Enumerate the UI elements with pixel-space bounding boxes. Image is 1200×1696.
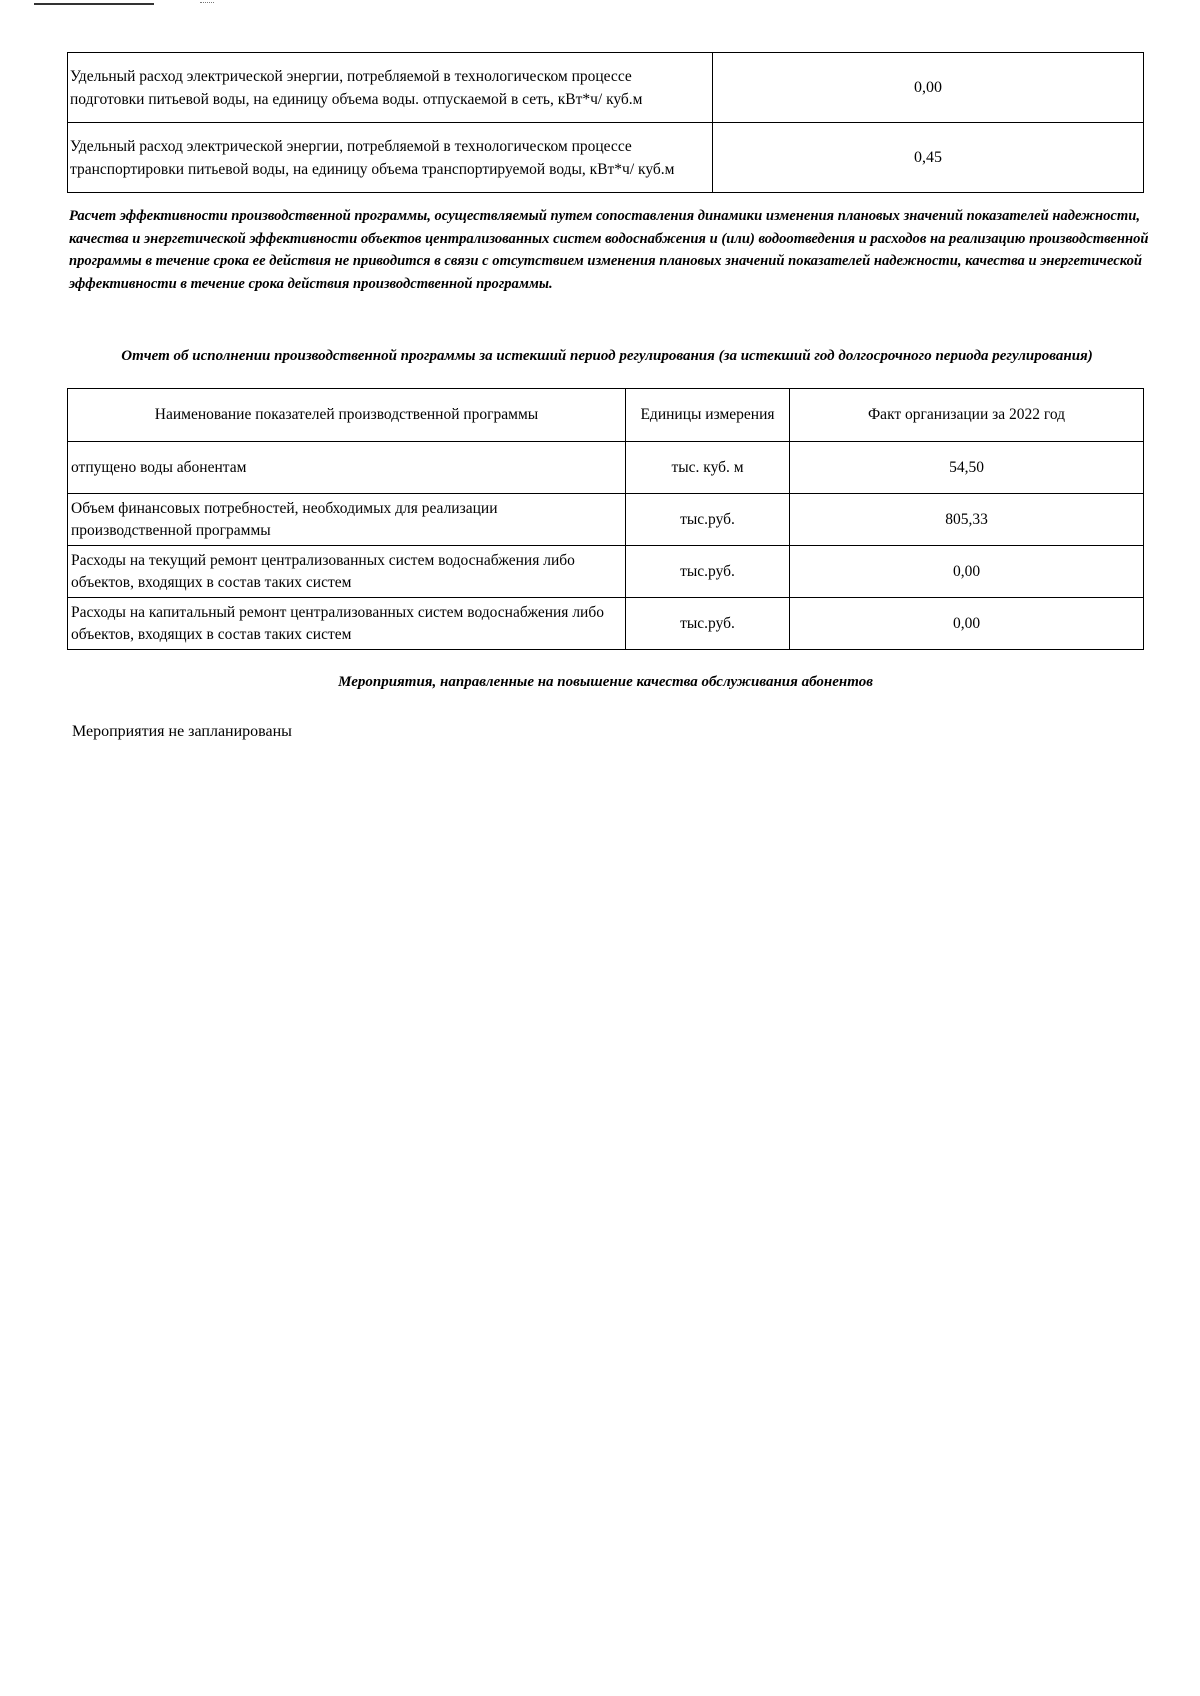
- table-header-row: [68, 389, 1144, 442]
- scan-artifact-dots: [200, 2, 214, 3]
- row-fact-cell: 54,50: [790, 442, 1144, 494]
- column-header-unit: Единицы измерения: [626, 389, 790, 442]
- row-unit-cell: тыс.руб.: [626, 598, 790, 650]
- row-fact-cell: 805,33: [790, 494, 1144, 546]
- row-name-cell: Объем финансовых потребностей, необходимых для реализации производственной программы: [68, 494, 626, 546]
- indicator-value-cell: 0,00: [713, 53, 1144, 123]
- column-header-name: Наименование показателей производственной программы: [68, 389, 626, 442]
- energy-consumption-table: [67, 52, 1144, 193]
- events-title: Мероприятия, направленные на повышение качества обслуживания абонентов: [338, 674, 873, 690]
- indicator-name-cell: Удельный расход электрической энергии, потребляемой в технологическом процессе подготовки питьевой воды, на единицу объема воды. отпускаемой в сеть, кВт*ч/ куб.м: [68, 53, 713, 123]
- table-row: [68, 442, 1144, 494]
- table-row: [68, 53, 1144, 123]
- table-row: [68, 123, 1144, 193]
- row-name-cell: Расходы на текущий ремонт централизованных систем водоснабжения либо объектов, входящих в состав таких систем: [68, 546, 626, 598]
- row-name-cell: Расходы на капитальный ремонт централизованных систем водоснабжения либо объектов, входящих в состав таких систем: [68, 598, 626, 650]
- table-row: [68, 546, 1144, 598]
- row-unit-cell: тыс. куб. м: [626, 442, 790, 494]
- indicator-name-cell: Удельный расход электрической энергии, потребляемой в технологическом процессе транспортировки питьевой воды, на единицу объема транспортируемой воды, кВт*ч/ куб.м: [68, 123, 713, 193]
- table-row: [68, 494, 1144, 546]
- row-unit-cell: тыс.руб.: [626, 494, 790, 546]
- table-row: [68, 598, 1144, 650]
- row-unit-cell: тыс.руб.: [626, 546, 790, 598]
- report-title: Отчет об исполнении производственной программы за истекший период регулирования (за истекший год долгосрочного периода регулирования): [121, 348, 1093, 364]
- efficiency-note: Расчет эффективности производственной программы, осуществляемый путем сопоставления динамики изменения плановых значений показателей надежности, качества и энергетической эффективности объектов централизованных систем водоснабжения и (или) водоотведения и расходов на реализацию производственной программы в течение срока ее действия не приводится в связи с отсутствием изменения плановых значений показателей надежности, качества и энергетической эффективности в течение срока действия производственной программы.: [69, 208, 1149, 292]
- indicator-value-cell: 0,45: [713, 123, 1144, 193]
- report-table: [67, 388, 1144, 650]
- row-fact-cell: 0,00: [790, 546, 1144, 598]
- column-header-fact: Факт организации за 2022 год: [790, 389, 1144, 442]
- scan-artifact-line: [34, 3, 154, 5]
- row-name-cell: отпущено воды абонентам: [68, 442, 626, 494]
- row-fact-cell: 0,00: [790, 598, 1144, 650]
- events-text: Мероприятия не запланированы: [72, 723, 292, 740]
